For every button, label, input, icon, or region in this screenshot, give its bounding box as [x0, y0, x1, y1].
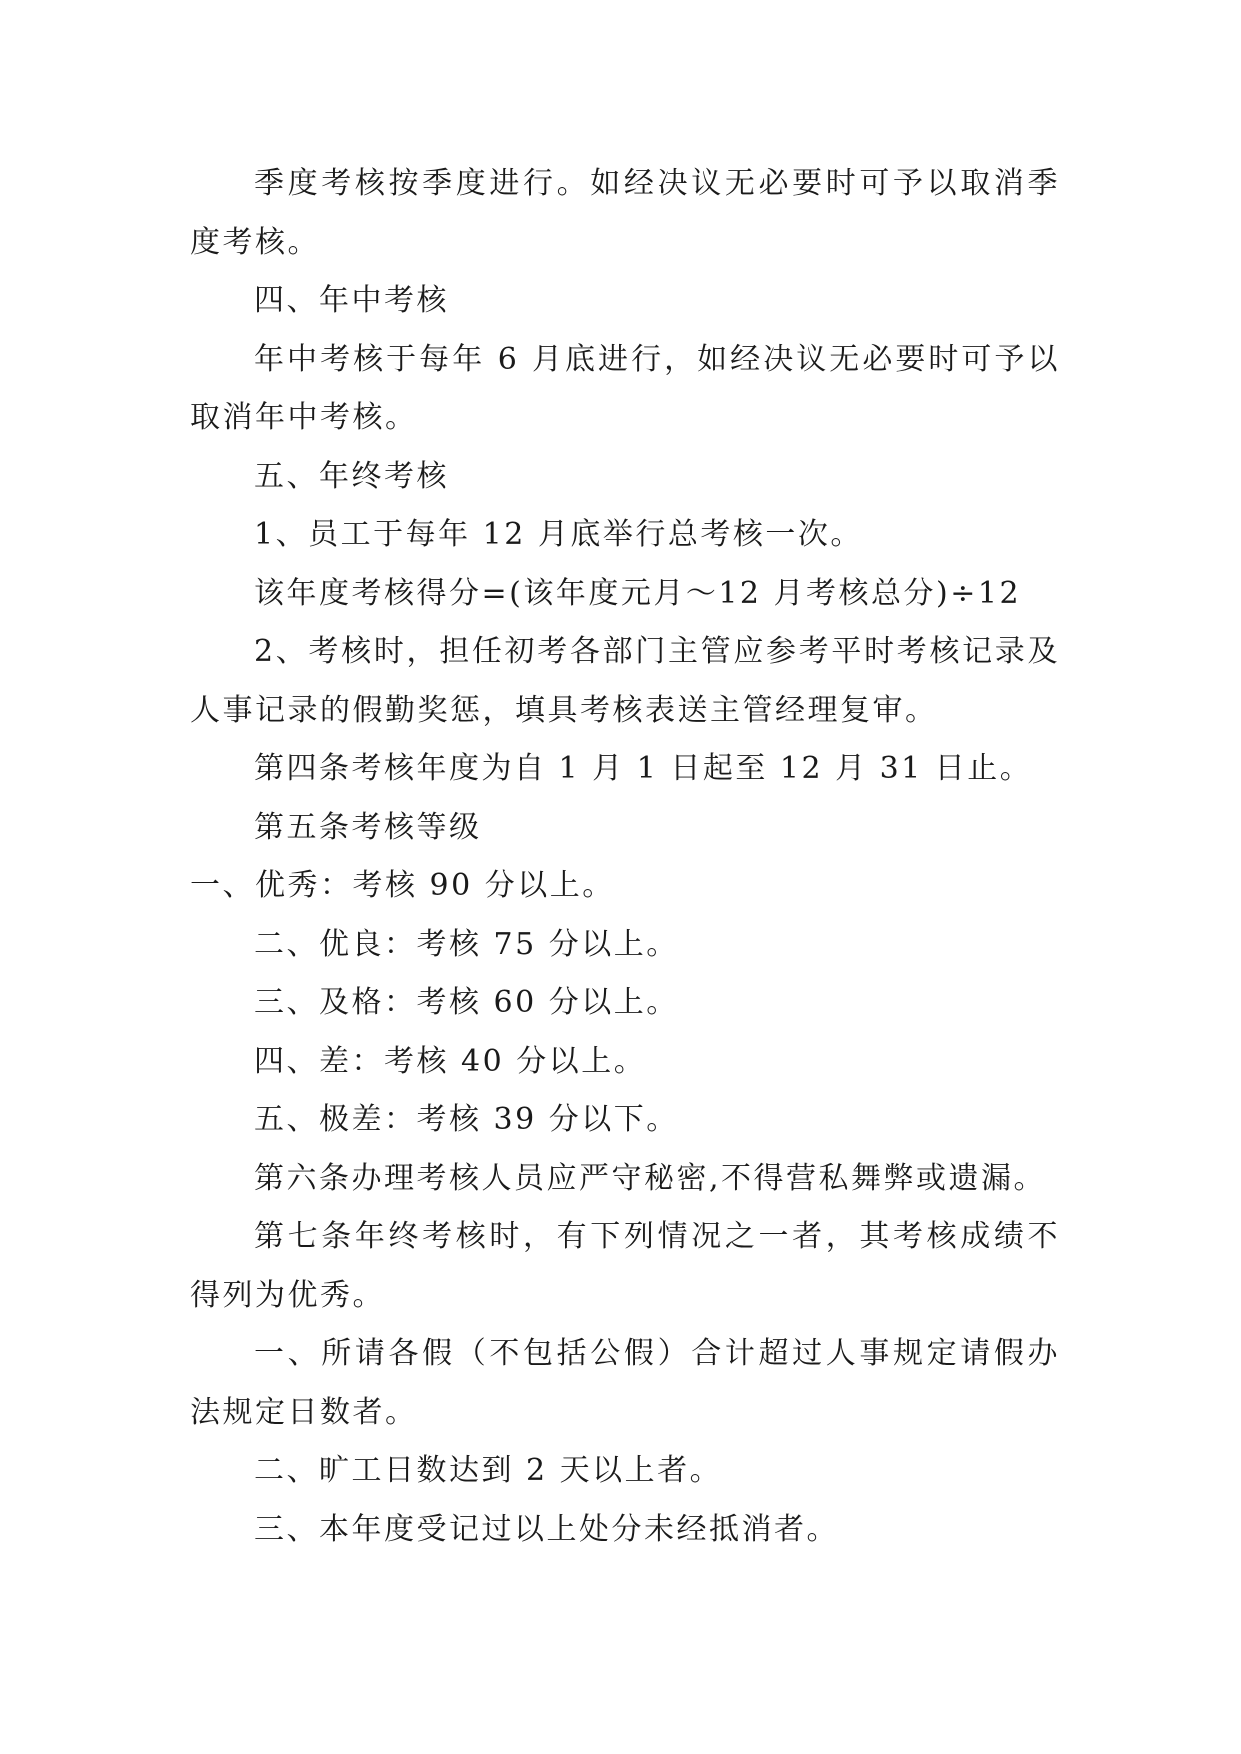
- grade-poor: 四、差：考核 40 分以上。: [254, 1043, 647, 1079]
- paragraph-quarterly-review: 季度考核按季度进行。如经决议无必要时可予以取消季度考核。: [190, 166, 1060, 260]
- article-7: 第七条年终考核时，有下列情况之一者，其考核成绩不得列为优秀。: [190, 1219, 1060, 1313]
- paragraph-midyear-review: 年中考核于每年 6 月底进行，如经决议无必要时可予以取消年中考核。: [190, 341, 1060, 435]
- article-7-item-2: 二、旷工日数达到 2 天以上者。: [254, 1453, 723, 1488]
- article-7-item-1: 一、所请各假（不包括公假）合计超过人事规定请假办法规定日数者。: [190, 1336, 1060, 1430]
- article-5-heading: 第五条考核等级: [254, 809, 482, 845]
- grade-pass: 三、及格：考核 60 分以上。: [254, 985, 679, 1020]
- article-6: 第六条办理考核人员应严守秘密,不得营私舞弊或遗漏。: [254, 1160, 1047, 1196]
- document-body: [190, 155, 1060, 1559]
- paragraph-yearend-item-2: 2、考核时，担任初考各部门主管应参考平时考核记录及人事记录的假勤奖惩，填具考核表送主管经理复审。: [190, 634, 1060, 728]
- article-4: 第四条考核年度为自 1 月 1 日起至 12 月 31 日止。: [254, 751, 1033, 786]
- heading-midyear-review: 四、年中考核: [254, 283, 449, 318]
- article-7-item-3: 三、本年度受记过以上处分未经抵消者。: [254, 1511, 839, 1547]
- grade-good: 二、优良：考核 75 分以上。: [254, 926, 679, 962]
- grade-very-poor: 五、极差：考核 39 分以下。: [254, 1102, 679, 1137]
- paragraph-yearend-item-1: 1、员工于每年 12 月底举行总考核一次。: [254, 517, 863, 552]
- grade-excellent: 一、优秀：考核 90 分以上。: [190, 868, 615, 903]
- heading-yearend-review: 五、年终考核: [254, 458, 449, 494]
- paragraph-score-formula: 该年度考核得分=(该年度元月～12 月考核总分)÷12: [254, 575, 1022, 611]
